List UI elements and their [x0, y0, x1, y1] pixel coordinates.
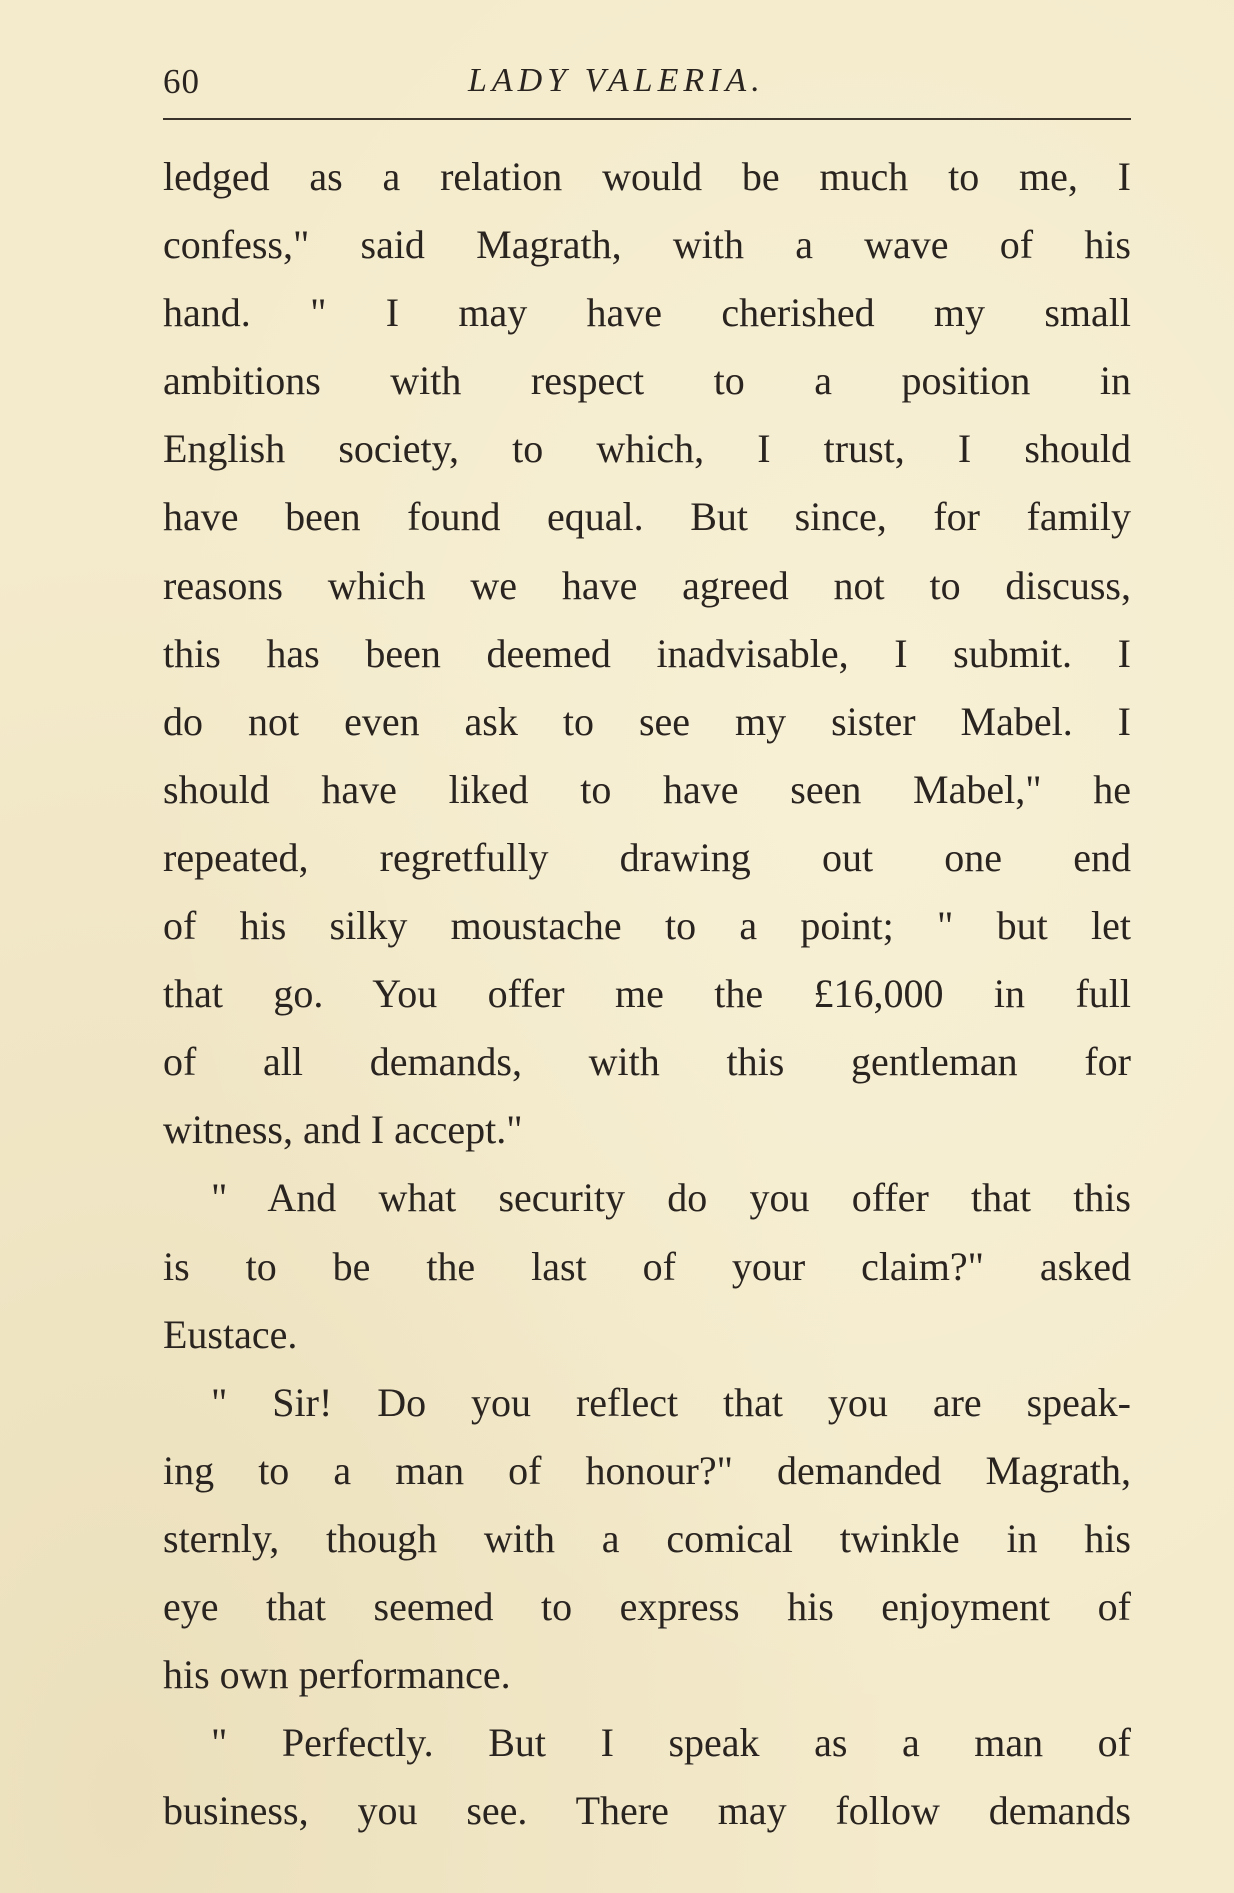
text-line: that go. You offer me the £16,000 in full: [163, 971, 1131, 1017]
paragraph-end-line: witness, and I accept.": [163, 1107, 523, 1153]
text-line: do not even ask to see my sister Mabel. I: [163, 698, 1131, 744]
paragraph-start-line: " Sir! Do you reflect that you are speak-: [211, 1379, 1131, 1425]
paragraph-start-line: " Perfectly. But I speak as a man of: [211, 1720, 1131, 1766]
body-text: [163, 143, 1131, 1845]
text-line: repeated, regretfully drawing out one end: [163, 834, 1131, 880]
running-title: LADY VALERIA.: [468, 62, 765, 99]
text-line: have been found equal. But since, for family: [163, 494, 1131, 540]
text-line: English society, to which, I trust, I should: [163, 426, 1131, 472]
text-line: should have liked to have seen Mabel," he: [163, 766, 1131, 812]
text-line: reasons which we have agreed not to discuss,: [163, 562, 1131, 608]
text-line: ledged as a relation would be much to me, I: [163, 154, 1131, 199]
text-line: this has been deemed inadvisable, I submit. I: [163, 630, 1131, 676]
paragraph-start-line: " And what security do you offer that this: [211, 1175, 1131, 1221]
running-head: [163, 62, 1131, 102]
text-line: confess," said Magrath, with a wave of his: [163, 222, 1131, 268]
text-line: ing to a man of honour?" demanded Magrath,: [163, 1447, 1131, 1493]
text-line: is to be the last of your claim?" asked: [163, 1243, 1131, 1289]
paragraph-end-line: Eustace.: [163, 1311, 298, 1357]
text-line: ambitions with respect to a position in: [163, 358, 1131, 404]
paragraph-end-line: his own performance.: [163, 1652, 511, 1698]
text-line: hand. " I may have cherished my small: [163, 290, 1131, 336]
text-line: of his silky moustache to a point; " but let: [163, 903, 1131, 949]
text-line: business, you see. There may follow demands: [163, 1788, 1131, 1834]
page-number: 60: [163, 62, 200, 101]
text-line: eye that seemed to express his enjoyment of: [163, 1583, 1131, 1629]
header-rule: [163, 118, 1131, 120]
text-line: sternly, though with a comical twinkle in his: [163, 1515, 1131, 1561]
text-line: of all demands, with this gentleman for: [163, 1039, 1131, 1085]
